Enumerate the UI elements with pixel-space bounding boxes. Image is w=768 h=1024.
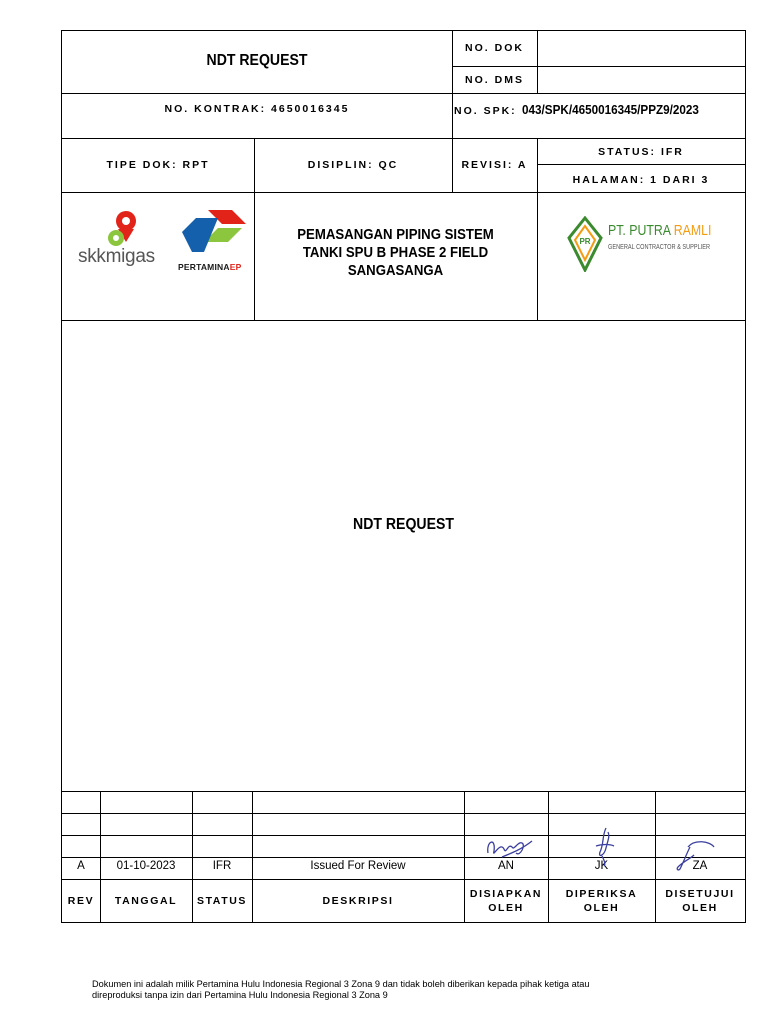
footer-line-1: Dokumen ini adalah milik Pertamina Hulu Indonesia Regional 3 Zona 9 dan tidak boleh diberikan kepada pihak ketiga atau — [92, 979, 590, 989]
putra-ramli-name-part-1: PT. PUTRA — [608, 223, 674, 239]
disetujui-header-line-1: DISETUJUI — [665, 888, 735, 900]
deskripsi-cell: Issued For Review — [310, 860, 406, 872]
pertamina-wordmark — [178, 262, 241, 272]
status-cell: IFR — [212, 860, 232, 872]
body-title: NDT REQUEST — [353, 516, 454, 533]
rule — [62, 320, 745, 321]
client-logos — [74, 206, 249, 286]
no-spk — [454, 102, 744, 117]
document-title: NDT REQUEST — [206, 52, 308, 69]
no-spk-value: 043/SPK/4650016345/PPZ9/2023 — [521, 102, 699, 117]
diperiksa-header — [548, 887, 655, 915]
putra-ramli-name-part-2: RAMLI — [673, 223, 712, 239]
rule — [537, 31, 538, 93]
tipe-dok: TIPE DOK: RPT — [106, 159, 210, 171]
disiapkan-header-line-2: OLEH — [488, 902, 524, 914]
pertamina-ep-text: EP — [229, 262, 242, 272]
rule — [62, 192, 745, 193]
putra-ramli-mark-icon — [567, 216, 603, 272]
disiapkan-cell: AN — [498, 860, 514, 872]
tanggal-cell: 01-10-2023 — [116, 860, 176, 872]
rule — [452, 66, 745, 67]
pertamina-text: PERTAMINA — [178, 262, 230, 272]
no-spk-label: NO. SPK: — [454, 105, 517, 117]
putra-ramli-mark-text: PR — [579, 237, 591, 246]
signature-an-icon — [482, 831, 534, 865]
status: STATUS: IFR — [598, 146, 684, 158]
rev-cell: A — [77, 860, 85, 872]
disiapkan-header — [464, 887, 548, 915]
putra-ramli-name — [608, 223, 711, 239]
revisi: REVISI: A — [461, 159, 528, 171]
disetujui-header — [655, 887, 745, 915]
rule — [62, 879, 745, 880]
footer-disclaimer — [92, 979, 692, 1001]
no-dms-label: NO. DMS — [465, 74, 524, 86]
project-title-line-2: TANKI SPU B PHASE 2 FIELD — [302, 244, 489, 261]
rule — [62, 791, 745, 792]
tanggal-header: TANGGAL — [114, 895, 178, 907]
rule — [62, 93, 745, 94]
disetujui-header-line-2: OLEH — [682, 902, 718, 914]
rule — [62, 138, 745, 139]
deskripsi-header: DESKRIPSI — [322, 895, 394, 907]
contractor-logo — [562, 211, 742, 281]
no-dok-label: NO. DOK — [465, 42, 524, 54]
putra-ramli-tagline: GENERAL CONTRACTOR & SUPPLIER — [608, 244, 711, 251]
halaman: HALAMAN: 1 DARI 3 — [572, 174, 710, 186]
footer-line-2: direproduksi tanpa izin dari Pertamina Hulu Indonesia Regional 3 Zona 9 — [92, 990, 388, 1000]
project-title-line-3: SANGASANGA — [347, 262, 444, 279]
skkmigas-logo-mark-icon — [104, 208, 150, 250]
diperiksa-cell: JK — [594, 860, 609, 872]
diperiksa-header-line-2: OLEH — [583, 902, 620, 914]
disetujui-cell: ZA — [692, 860, 708, 872]
no-kontrak: NO. KONTRAK: 4650016345 — [164, 103, 350, 115]
skkmigas-wordmark: skkmigas — [78, 246, 155, 267]
rule — [62, 857, 745, 858]
rule — [537, 138, 538, 320]
disiapkan-header-line-1: DISIAPKAN — [469, 888, 543, 900]
signature-jk-icon — [590, 826, 620, 868]
signature-za-icon — [670, 837, 716, 873]
status-header: STATUS — [196, 895, 248, 907]
disiplin: DISIPLIN: QC — [307, 159, 399, 171]
rule — [537, 164, 745, 165]
document-frame — [61, 30, 746, 923]
pertamina-logo-mark-icon — [178, 208, 250, 258]
project-title-line-1: PEMASANGAN PIPING SISTEM — [297, 226, 494, 243]
rule — [62, 813, 745, 814]
rev-header: REV — [67, 895, 95, 907]
project-title — [254, 226, 537, 280]
rule — [62, 835, 745, 836]
diperiksa-header-line-1: DIPERIKSA — [565, 888, 638, 900]
